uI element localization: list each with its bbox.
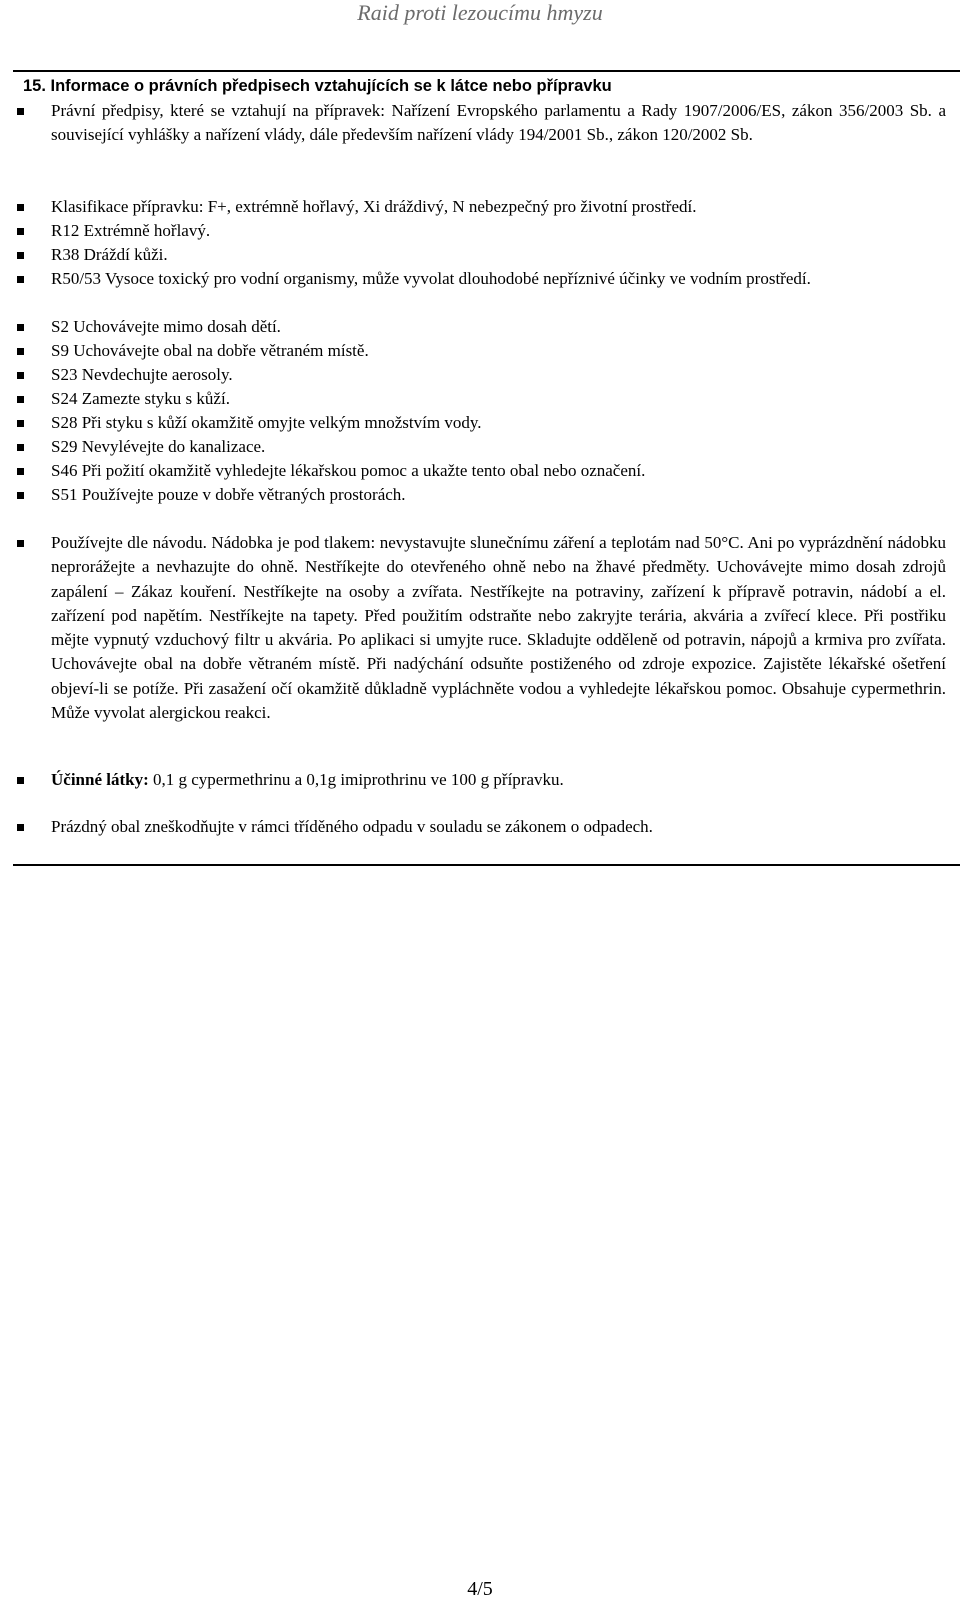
phrase-text: S2 Uchovávejte mimo dosah dětí.: [51, 317, 281, 336]
page-header-title: Raid proti lezoucímu hmyzu: [357, 0, 603, 25]
bullet-square-icon: [17, 540, 24, 547]
instructions-text: Používejte dle návodu. Nádobka je pod tlakem: nevystavujte slunečnímu záření a teplotám nad 50°C. Ani po vyprázdnění nádobku neprorážejte a nevhazujte do ohně. Nestříkejte do otevřeného ohně nebo na žhavé předměty. Uchovávejte mimo dosah zdrojů zapálení – Zákaz kouření. Nestříkejte na osoby a zvířata. Nestříkejte na potraviny, zařízení k přípravě potravin, nádobí a el. zařízení pod napětím. Nestříkejte na tapety. Před použitím odstraňte nebo zakryjte terária, akvária a zvířecí klece. Při postřiku mějte vypnutý vzduchový filtr u akvária. Po aplikaci si umyjte ruce. Skladujte odděleně od potravin, nápojů a krmiva pro zvířata. Uchovávejte obal na dobře větraném místě. Při nadýchání odsuňte postiženého od zdroje expozice. Zajistěte lékařské ošetření objeví-li se potíže. Při zasažení očí okamžitě důkladně vypláchněte vodou a vyhledejte lékařskou pomoc. Obsahuje cypermethrin. Může vyvolat alergickou reakci.: [51, 533, 946, 723]
bullet-square-icon: [17, 228, 24, 235]
phrase-text: S23 Nevdechujte aerosoly.: [51, 365, 233, 384]
bullet-square-icon: [17, 396, 24, 403]
phrase-text: R12 Extrémně hořlavý.: [51, 221, 211, 240]
bullet-square-icon: [17, 276, 24, 283]
phrase-text: S9 Uchovávejte obal na dobře větraném místě.: [51, 341, 369, 360]
phrase-text: S46 Při požití okamžitě vyhledejte lékařskou pomoc a ukažte tento obal nebo označení.: [51, 461, 646, 480]
bullet-square-icon: [17, 372, 24, 379]
bullet-square-icon: [17, 492, 24, 499]
bullet-square-icon: [17, 824, 24, 831]
phrase-text: R38 Dráždí kůži.: [51, 245, 168, 264]
bullet-square-icon: [17, 252, 24, 259]
bullet-square-icon: [17, 204, 24, 211]
active-substances-value: 0,1 g cypermethrinu a 0,1g imiprothrinu ve 100 g přípravku.: [148, 770, 564, 789]
phrase-text: S51 Používejte pouze v dobře větraných prostorách.: [51, 485, 406, 504]
active-substances-text: [51, 768, 946, 792]
disposal-text: Prázdný obal zneškodňujte v rámci tříděného odpadu v souladu se zákonem o odpadech.: [51, 817, 653, 836]
phrase-text: S29 Nevylévejte do kanalizace.: [51, 437, 266, 456]
phrase-text: S28 Při styku s kůží okamžitě omyjte velkým množstvím vody.: [51, 413, 482, 432]
phrase-text: R50/53 Vysoce toxický pro vodní organismy, může vyvolat dlouhodobé nepříznivé účinky ve vodním prostředí.: [51, 269, 811, 288]
legal-text: Právní předpisy, které se vztahují na přípravek: Nařízení Evropského parlamentu a Rady 1907/2006/ES, zákon 356/2003 Sb. a související vyhlášky a nařízení vlády, dále především nařízení vlády 194/2001 Sb., zákon 120/2002 Sb.: [51, 101, 946, 145]
bullet-square-icon: [17, 324, 24, 331]
page-number: 4/5: [467, 1578, 493, 1600]
bullet-square-icon: [17, 420, 24, 427]
phrase-text: Klasifikace přípravku: F+, extrémně hořlavý, Xi dráždivý, N nebezpečný pro životní prostředí.: [51, 197, 697, 216]
section-heading: 15. Informace o právních předpisech vztahujících se k látce nebo přípravku: [23, 77, 612, 95]
bullet-square-icon: [17, 444, 24, 451]
section-15: [13, 70, 960, 866]
bullet-square-icon: [17, 468, 24, 475]
bullet-square-icon: [17, 108, 24, 115]
active-substances-label: Účinné látky:: [51, 770, 149, 789]
bullet-square-icon: [17, 777, 24, 784]
phrase-text: S24 Zamezte styku s kůží.: [51, 389, 230, 408]
bullet-square-icon: [17, 348, 24, 355]
